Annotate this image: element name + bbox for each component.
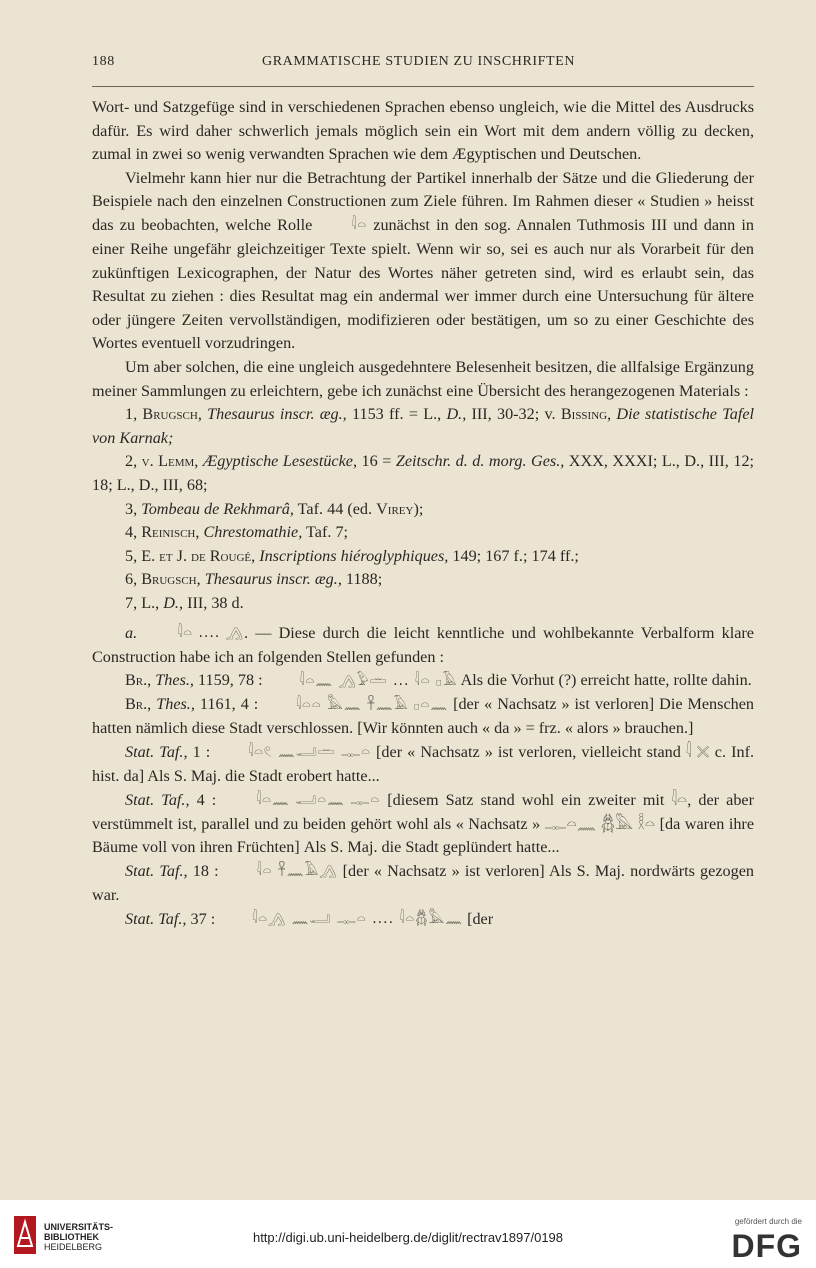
body-text — [92, 96, 754, 932]
example-item: Br., Thes., 1159, 78 : 𓇋𓏏𓈖 𓂻𓅱𓏛 ... 𓇋𓏏 𓊪𓄿 Als die Vorhut (?) erreicht hatte, rollte dahin. — [92, 669, 754, 693]
paragraph-2-part-a: Vielmehr kann hier nur die Betrachtung der Partikel innerhalb der Sätze und die Gliederung der Beispiele nach den einzelnen Constructionen zum Ziele führen. Im Rahmen dieser « Studien » heisst das zu beobachten, welche Rolle — [92, 168, 754, 234]
source-item: 7, L., D., III, 38 d. — [125, 593, 244, 612]
section-a — [92, 622, 754, 670]
paragraph-2 — [92, 167, 754, 356]
paragraph-1: Wort- und Satzgefüge sind in verschiedenen Sprachen ebenso ungleich, wie die Mittel des Ausdrucks dafür. Es wird daher schwerlich jemals möglich sein ein Wort mit dem andern völlig zu decken, zumal in zwei so wenig verwandten Sprachen wie dem Ægyptischen und Deutschen. — [92, 98, 754, 164]
source-item: 4, Reinisch, Chrestomathie, Taf. 7; — [125, 523, 349, 542]
hieroglyph-inline: 𓇋𓏏 .... 𓂻 — [177, 625, 244, 642]
university-logo-text: UNIVERSITÄTS- BIBLIOTHEK HEIDELBERG — [44, 1222, 114, 1252]
document-url-link[interactable]: http://digi.ub.uni-heidelberg.de/diglit/rectrav1897/0198 — [252, 1230, 564, 1245]
source-item: 3, Tombeau de Rekhmarâ, Taf. 44 (ed. Virey); — [125, 499, 424, 518]
running-title: GRAMMATISCHE STUDIEN ZU INSCHRIFTEN — [262, 54, 576, 69]
hieroglyph-group: 𓇋𓏏 𓋹𓈖𓄿𓂻 — [256, 863, 338, 880]
hieroglyph-group: 𓇋𓏏𓈖 𓂻𓅱𓏛 ... 𓇋𓏏 𓊪𓄿 — [299, 672, 458, 689]
source-list — [92, 403, 754, 615]
dfg-logo: DFG — [731, 1228, 802, 1264]
paragraph-3: Um aber solchen, die eine ungleich ausgedehntere Belesenheit besitzen, die allfalsige Ergänzung meiner Sammlungen zu erleichtern, gebe ich zunächst eine Übersicht des herangezogenen Materials : — [92, 358, 754, 400]
funding-note: gefördert durch die — [734, 1217, 802, 1226]
example-item: Stat. Taf., 18 : 𓇋𓏏 𓋹𓈖𓄿𓂻 [der « Nachsatz » ist verloren] Als S. Maj. nordwärts gezogen war. — [92, 861, 754, 904]
section-label: a. — [125, 623, 138, 642]
page-number: 188 — [92, 54, 115, 69]
hieroglyph-group: 𓇋𓏏𓈖 𓂝𓏏𓈖 𓊃𓏏 — [256, 792, 381, 809]
header-rule — [92, 86, 754, 87]
source-item: 2, v. Lemm, Ægyptische Lesestücke, 16 = Zeitschr. d. d. morg. Ges., XXX, XXXI; L., D., III, 12; 18; L., D., III, 68; — [92, 452, 755, 494]
section-a-text: . — Diese durch die leicht kenntliche und wohlbekannte Verbalform klare Construction habe ich an folgenden Stellen gefunden : — [92, 623, 754, 666]
example-item: Stat. Taf., 4 : 𓇋𓏏𓈖 𓂝𓏏𓈖 𓊃𓏏 [diesem Satz stand wohl ein zweiter mit 𓇋𓏏, der aber verstümmelt ist, parallel und zu beiden gehört wohl als « Nachsatz » 𓊃𓏏𓈖 𓆣𓅓 𓎛𓏏 [da waren ihre Bäume voll von ihren Früchten] Als S. Maj. die Stadt geplündert hatte... — [92, 790, 754, 857]
hieroglyph-group: 𓇋𓏏𓏏 𓅓𓈖 𓋹𓈖𓄿 𓊪𓏏𓈖 — [296, 696, 449, 713]
page-header — [92, 50, 754, 72]
source-item: 6, Brugsch, Thesaurus inscr. æg., 1188; — [125, 570, 383, 589]
source-item: 5, E. et J. de Rougé, Inscriptions hiéroglyphiques, 149; 167 f.; 174 ff.; — [125, 546, 579, 565]
hieroglyph-group: 𓇋𓏏𓂻 𓈖𓂝 𓊃𓏏 .... 𓇋𓏏𓆣𓅓𓈖 — [252, 911, 464, 928]
example-list — [92, 669, 754, 931]
example-item: Stat. Taf., 1 : 𓇋𓏏𓏲 𓈖𓂝𓏛 𓊃𓏏 [der « Nachsatz » ist verloren, vielleicht stand 𓇋 𓏴 c. Inf. hist. da] Als S. Maj. die Stadt erobert hatte... — [92, 742, 755, 786]
hieroglyph-inline: 𓇋𓏏 — [351, 217, 368, 234]
example-item: Br., Thes., 1161, 4 : 𓇋𓏏𓏏 𓅓𓈖 𓋹𓈖𓄿 𓊪𓏏𓈖 [der « Nachsatz » ist verloren] Die Menschen hatten nämlich diese Stadt verschlossen. [Wir könnten auch « da » = frz. « alors » brauchen.] — [92, 695, 755, 738]
source-item: 1, Brugsch, Thesaurus inscr. æg., 1153 ff. = L., D., III, 30-32; v. Bissing, Die statistische Tafel von Karnak; — [92, 405, 755, 447]
example-item: Stat. Taf., 37 : 𓇋𓏏𓂻 𓈖𓂝 𓊃𓏏 .... 𓇋𓏏𓆣𓅓𓈖 [der — [92, 908, 754, 932]
paragraph-2-part-b: zunächst in den sog. Annalen Tuthmosis III und dann in einer Reihe ungefähr gleichzeitiger Texte spielt. Wenn wir so, sei es auch nur als Vorarbeit für den zukünftigen Lexicographen, der Natur des Wortes näher getreten sind, wird es erlaubt sein, das Resultat zu ziehen : dies Resultat mag ein andermal wer immer durch eine Untersuchung für ältere oder jüngere Zeiten vervollständigen, modifizieren oder bestätigen, um so zu einer Geschichte des Wortes eventuell vorzudringen. — [92, 215, 755, 353]
hieroglyph-group: 𓇋𓏏𓏲 𓈖𓂝𓏛 𓊃𓏏 — [248, 744, 371, 761]
